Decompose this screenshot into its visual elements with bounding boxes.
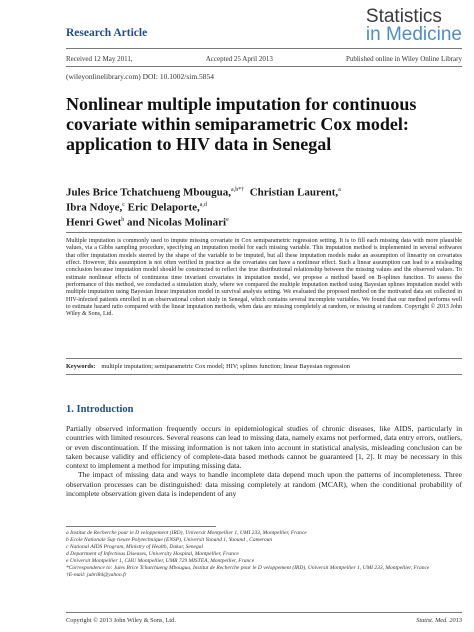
author-name: Christian Laurent, [249, 186, 339, 199]
abstract-top-rule [66, 232, 462, 233]
journal-logo [366, 8, 462, 44]
footnote-item: *Correspondence to: Jules Brice Tchatchueng Mbougua, Institut de Recherche pour le D veloppement (IRD), Universit Montpellier 1, UMI 233, Montpellier, France [66, 565, 430, 571]
published-info: Published online in Wiley Online Library [345, 55, 462, 63]
abstract-bottom-rule [66, 358, 462, 359]
author-name: and Nicolas Molinari [127, 216, 227, 229]
author-affiliation-mark: a,b*† [231, 187, 245, 193]
footnote-item: c National AIDS Program, Ministry of Health, Dakar, Senegal [66, 544, 204, 550]
keywords-list: multiple imputation; semiparametric Cox model; HIV; splines function; linear Bayesian regression [101, 363, 350, 370]
received-date: Received 12 May 2011, [66, 55, 133, 63]
author-name: Eric Delaporte, [127, 201, 200, 214]
footnotes [66, 530, 462, 579]
footer-copyright: Copyright © 2013 John Wiley & Sons, Ltd. [66, 617, 176, 624]
footnote-item: a Institut de Recherche pour le D veloppement (IRD), Universit Montpellier 1, UMI 233, Montpellier, France [66, 530, 307, 536]
section-heading-introduction: 1. Introduction [66, 404, 134, 415]
author-name: Jules Brice Tchatchueng Mbougua, [66, 186, 232, 199]
footnote-item: b Ecole Nationale Sup rieure Polytechnique (ENSP), Universit Yaound 1, Yaound , Cameroun [66, 537, 273, 543]
author-affiliation-mark: a [338, 187, 341, 193]
footer-citation: Statist. Med. 2013 [416, 617, 462, 624]
publication-dates [66, 55, 462, 63]
header-rule [66, 48, 462, 49]
keywords-line [66, 363, 462, 370]
footnote-item: d Department of Infectious Diseases, University Hospital, Montpellier, France [66, 551, 239, 557]
abstract-text: Multiple imputation is commonly used to impute missing covariate in Cox semiparametric regression setting. It is to fill each missing data with more plausible values, via a Gibbs sampling procedure, specifying an imputation model for each missing variable. This imputation method is implemented in several softwares that offer imputation models steered by the shape of the variable to be imputed, but all these imputation models make an assumption of linearity on covariates effect. However, this assumption is not often verified in practice as the covariates can have a nonlinear effect. Such a linear assumption can lead to a misleading conclusion because imputation model should be constructed to reflect the true distributional relationship between the missing values and the observed values. To estimate nonlinear effects of continuous time invariant covariates in imputation model, we propose a method based on B-splines function. To assess the performance of this method, we conducted a simulation study, where we compared the multiple imputation method using Bayesian splines imputation model with multiple imputation using Bayesian linear imputation model in survival analysis setting. We evaluated the proposed method on the motivated data set collected in HIV-infected patients enrolled in an observational cohort study in Senegal, which contains several incomplete variables. We found that our method performs well to estimate hazard ratio compared with the linear imputation methods, when data are missing completely at random, or missing at random. Copyright © 2013 John Wiley & Sons, Ltd. [66, 238, 462, 318]
body-paragraph: Partially observed information frequently occurs in epidemiological studies of chronic diseases, like AIDS, particularly in countries with limited resources. Several reasons can lead to missing data, namely exams not performed, data entry errors, outliers, or even discontinuation. If the missing information is not taken into account in statistical analysis, misleading conclusion can be taken because validity and efficiency of complete-data based methods cannot be guaranteed [1, 2]. It may be necessary in this context to implement a method for imputing missing data. [66, 424, 462, 470]
author-name: Henri Gwet [66, 216, 122, 229]
article-type-label: Research Article [66, 27, 148, 39]
footnote-item: †E-mail: jubri84@yahoo.fr [66, 572, 127, 578]
author-name: Ibra Ndoye, [66, 201, 123, 214]
introduction-body [66, 424, 462, 498]
article-title: Nonlinear multiple imputation for continuous covariate within semiparametric Cox model: application to HIV data in Senegal [66, 94, 417, 154]
journal-name-line2: in Medicine [365, 24, 462, 45]
dates-rule [66, 66, 462, 67]
page-footer [66, 617, 462, 624]
author-affiliation-mark: c [122, 202, 125, 209]
journal-name-line1: Statistics [365, 6, 442, 27]
footnote-rule [66, 526, 216, 527]
accepted-date: Accepted 25 April 2013 [205, 55, 273, 63]
author-affiliation-mark: a,d [199, 202, 207, 209]
body-paragraph: The impact of missing data and ways to handle incomplete data depend much upon the patterns of incompleteness. Three observation processes can be distinguished: data missing completely at random (MCAR), when the conditional probability of incomplete observation given data is independent of any [66, 470, 462, 498]
footnote-item: e Universit Montpellier 1, CHU Montpellier, UMR 729 MISTEA, Montpellier, France [66, 558, 255, 564]
author-affiliation-mark: b [121, 217, 125, 224]
author-list [66, 184, 461, 229]
keywords-rule [66, 374, 462, 375]
doi-line: (wileyonlinelibrary.com) DOI: 10.1002/sim.5854 [66, 72, 215, 81]
keywords-label: Keywords: [66, 363, 96, 370]
author-affiliation-mark: e [226, 217, 229, 224]
footer-rule [66, 612, 462, 613]
